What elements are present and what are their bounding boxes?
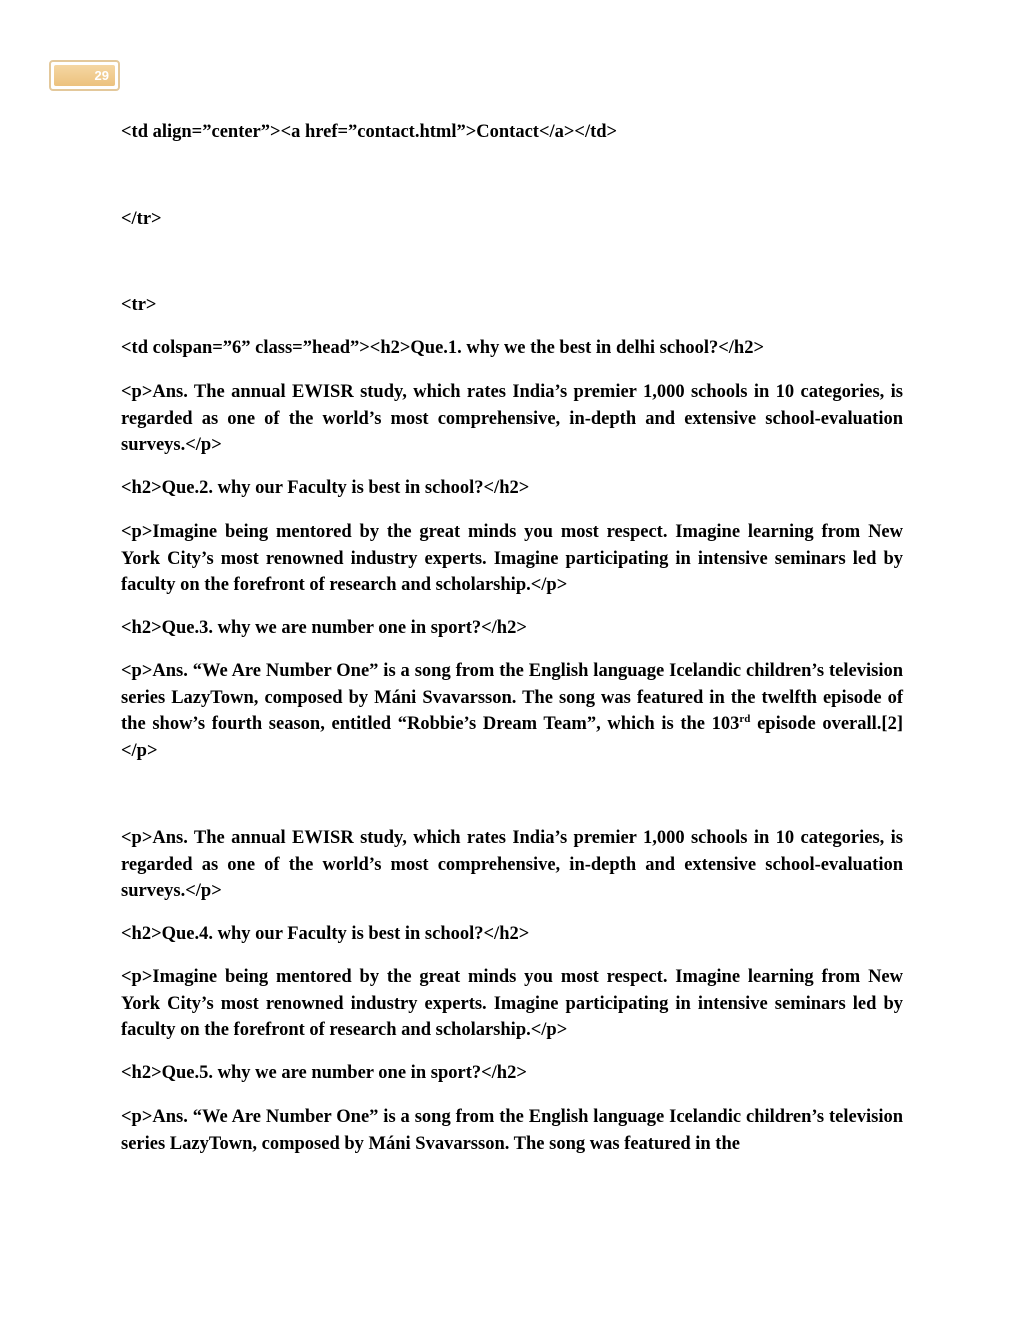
paragraph-ans-ewisr-1: <p>Ans. The annual EWISR study, which rates India’s premier 1,000 schools in 10 categories, is regarded as one of the world’s most comprehensive, in-depth and extensive school-evaluation surveys.</p> (121, 382, 903, 455)
heading-que-3: <h2>Que.3. why we are number one in sport?</h2> (121, 618, 527, 638)
code-line-td-contact: <td align=”center”><a href=”contact.html”>Contact</a></td> (121, 122, 618, 142)
ordinal-suffix: rd (739, 712, 751, 725)
heading-que-2: <h2>Que.2. why our Faculty is best in school?</h2> (121, 478, 530, 498)
code-line-tr-close: </tr> (121, 209, 162, 229)
heading-que-5: <h2>Que.5. why we are number one in sport?</h2> (121, 1063, 527, 1083)
heading-que-4: <h2>Que.4. why our Faculty is best in school?</h2> (121, 924, 530, 944)
paragraph-imagine-1: <p>Imagine being mentored by the great minds you most respect. Imagine learning from New York City’s most renowned industry experts. Imagine participating in intensive seminars led by faculty on the forefront of research and scholarship.</p> (121, 522, 903, 595)
page-number: 29 (54, 65, 115, 86)
code-line-tr-open: <tr> (121, 295, 157, 315)
paragraph-ans-ewisr-2: <p>Ans. The annual EWISR study, which rates India’s premier 1,000 schools in 10 categories, is regarded as one of the world’s most comprehensive, in-depth and extensive school-evaluation surveys.</p> (121, 828, 903, 901)
paragraph-song-1-text: <p>Ans. “We Are Number One” is a song from the English language Icelandic children’s television series LazyTown, composed by Máni Svavarsson. The song was featured in the twelfth episode of the show’s fourth season, entitled “Robbie’s Dream Team”, which is the 103 (121, 661, 903, 734)
paragraph-imagine-2: <p>Imagine being mentored by the great minds you most respect. Imagine learning from New York City’s most renowned industry experts. Imagine participating in intensive seminars led by faculty on the forefront of research and scholarship.</p> (121, 967, 903, 1040)
paragraph-song-1 (121, 658, 903, 764)
code-line-td-head: <td colspan=”6” class=”head”><h2>Que.1. why we the best in delhi school?</h2> (121, 338, 765, 358)
page-number-badge (49, 60, 120, 91)
paragraph-song-1-end: episode overall.[2]</p> (121, 714, 903, 761)
paragraph-song-2: <p>Ans. “We Are Number One” is a song from the English language Icelandic children’s television series LazyTown, composed by Máni Svavarsson. The song was featured in the (121, 1107, 903, 1154)
